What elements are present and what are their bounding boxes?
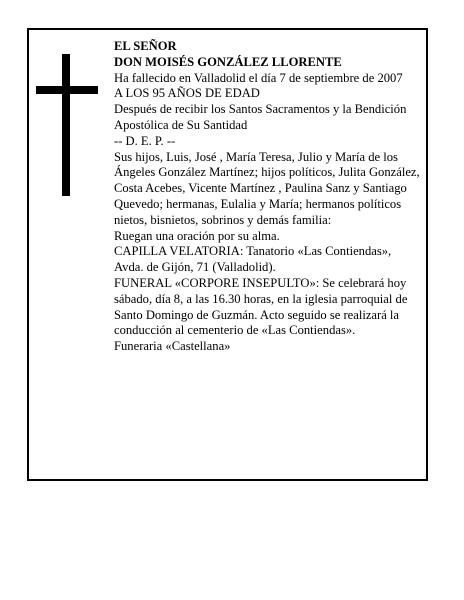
- obituary-text: [114, 39, 420, 355]
- prayer-request: Ruegan una oración por su alma.: [114, 228, 280, 243]
- funeral-home: Funeraria «Castellana»: [114, 339, 231, 354]
- deceased-title: EL SEÑOR: [114, 39, 177, 53]
- deceased-name: DON MOISÉS GONZÁLEZ LLORENTE: [114, 54, 342, 69]
- rest-in-peace: -- D. E. P. --: [114, 133, 176, 148]
- chapel-info: CAPILLA VELATORIA: Tanatorio «Las Contiendas», Avda. de Gijón, 71 (Valladolid).: [114, 244, 392, 275]
- cross-horizontal-bar: [36, 86, 98, 94]
- latin-cross-icon: [36, 54, 98, 196]
- sacraments-note: Después de recibir los Santos Sacramentos y la Bendición Apostólica de Su Santidad: [114, 102, 407, 132]
- age-at-death: A LOS 95 AÑOS DE EDAD: [114, 86, 260, 101]
- family-list: Sus hijos, Luis, José , María Teresa, Julio y María de los Ángeles González Martínez; hijos políticos, Julita González, Costa Acebes, Vicente Martínez , Paulina Sanz y Santiago Quevedo; hermanas, Eulalia y María; hermanos políticos nietos, bisnietos, sobrinos y demás familia:: [114, 149, 420, 227]
- funeral-info: FUNERAL «CORPORE INSEPULTO»: Se celebrará hoy sábado, día 8, a las 16.30 horas, en la iglesia parroquial de Santo Domingo de Guzmán. Acto seguido se realizará la conducción al cementerio de «Las Contiendas».: [114, 275, 408, 338]
- cross-vertical-bar: [62, 54, 70, 196]
- death-date-place: Ha fallecido en Valladolid el día 7 de septiembre de 2007: [114, 70, 403, 85]
